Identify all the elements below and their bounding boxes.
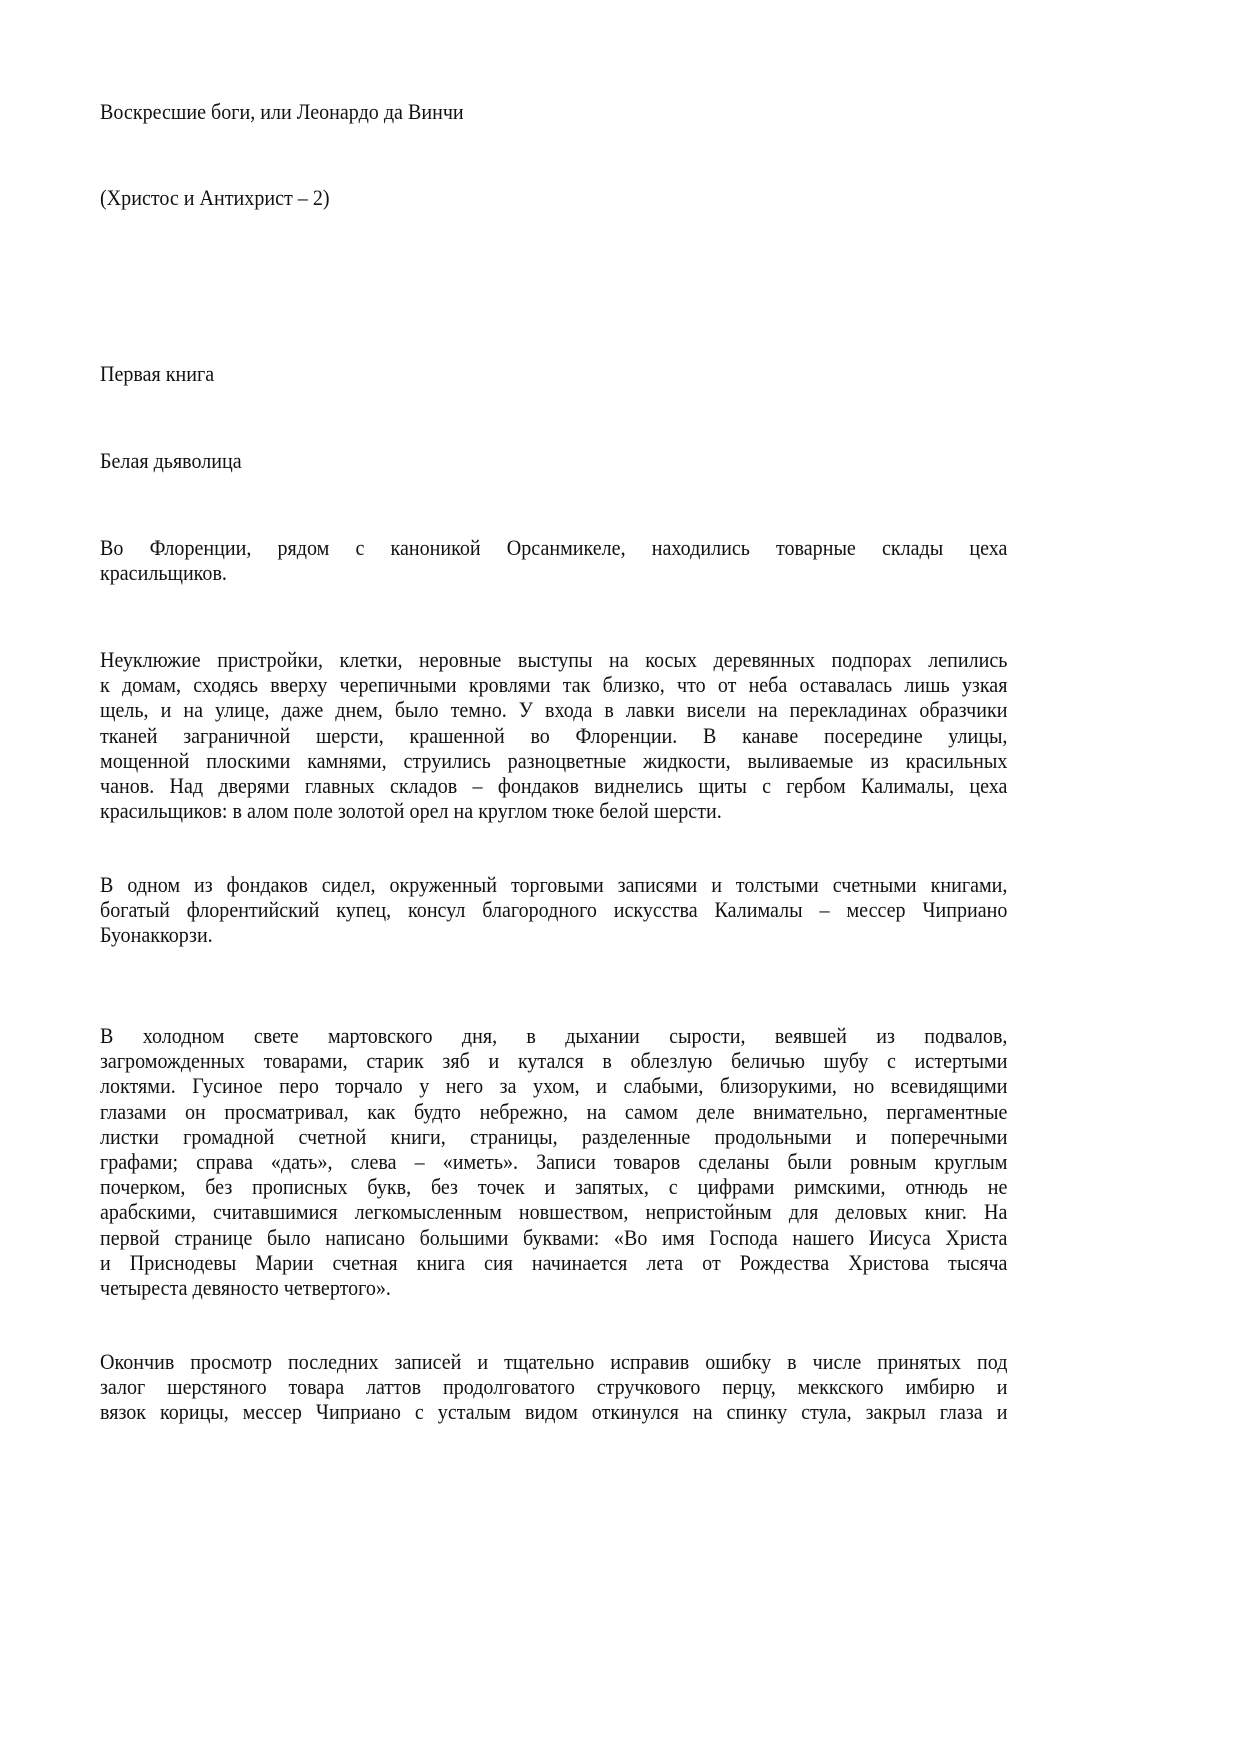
paragraph-1: [100, 535, 1007, 585]
text-line: богатый флорентийский купец, консул благородного искусства Калималы – мессер Чиприано: [100, 897, 1008, 923]
text-line: красильщиков: в алом поле золотой орел на круглом тюке белой шерсти.: [100, 798, 722, 824]
paragraph-4: [100, 1023, 1007, 1300]
text-line: красильщиков.: [100, 560, 227, 586]
text-line: графами; справа «дать», слева – «иметь». Записи товаров сделаны были ровным круглым: [100, 1148, 1008, 1174]
paragraph-5: [100, 1349, 1007, 1425]
book-heading: Первая книга: [100, 361, 215, 386]
document-subtitle: (Христос и Антихрист – 2): [100, 185, 330, 210]
text-line: листки громадной счетной книги, страницы, разделенные продольными и поперечными: [100, 1123, 1008, 1149]
paragraph-2: [100, 647, 1007, 823]
text-line: Окончив просмотр последних записей и тщательно исправив ошибку в числе принятых под: [100, 1349, 1008, 1374]
text-line: локтями. Гусиное перо торчало у него за ухом, и слабыми, близорукими, но всевидящими: [100, 1073, 1008, 1099]
chapter-heading: Белая дьяволица: [100, 448, 242, 473]
text-line: Неуклюжие пристройки, клетки, неровные выступы на косых деревянных подпорах лепились: [100, 647, 1008, 672]
text-line: к домам, сходясь вверху черепичными кровлями так близко, что от неба оставалась лишь узкая: [100, 672, 1008, 698]
text-line: вязок корицы, мессер Чиприано с усталым видом откинулся на спинку стула, закрыл глаза и: [100, 1399, 1008, 1425]
text-line: глазами он просматривал, как будто небрежно, на самом деле внимательно, пергаментные: [100, 1098, 1008, 1124]
text-line: первой странице было написано большими буквами: «Во имя Господа нашего Иисуса Христа: [100, 1224, 1008, 1250]
text-line: Во Флоренции, рядом с каноникой Орсанмикеле, находились товарные склады цеха: [100, 535, 1008, 560]
text-line: мощенной плоскими камнями, струились разноцветные жидкости, выливаемые из красильных: [100, 747, 1008, 773]
text-line: В одном из фондаков сидел, окруженный торговыми записями и толстыми счетными книгами,: [100, 872, 1008, 897]
document-title: Воскресшие боги, или Леонардо да Винчи: [100, 99, 464, 124]
text-line: щель, и на улице, даже днем, было темно. У входа в лавки висели на перекладинах образчики: [100, 697, 1008, 723]
paragraph-3: [100, 872, 1007, 948]
text-line: тканей заграничной шерсти, крашенной во Флоренции. В канаве посередине улицы,: [100, 722, 1008, 748]
text-line: почерком, без прописных букв, без точек и запятых, с цифрами римскими, отнюдь не: [100, 1174, 1008, 1200]
text-line: В холодном свете мартовского дня, в дыхании сырости, веявшей из подвалов,: [100, 1023, 1008, 1048]
text-line: четыреста девяносто четвертого».: [100, 1274, 391, 1300]
text-line: арабскими, считавшимися легкомысленным новшеством, непристойным для деловых книг. На: [100, 1199, 1008, 1225]
text-line: Буонаккорзи.: [100, 922, 213, 948]
text-line: чанов. Над дверями главных складов – фондаков виднелись щиты с гербом Калималы, цеха: [100, 772, 1008, 798]
text-line: залог шерстяного товара латтов продолговатого стручкового перцу, меккского имбирю и: [100, 1374, 1008, 1400]
text-line: загроможденных товарами, старик зяб и кутался в облезлую беличью шубу с истертыми: [100, 1048, 1008, 1074]
text-line: и Приснодевы Марии счетная книга сия начинается лета от Рождества Христова тысяча: [100, 1249, 1008, 1275]
